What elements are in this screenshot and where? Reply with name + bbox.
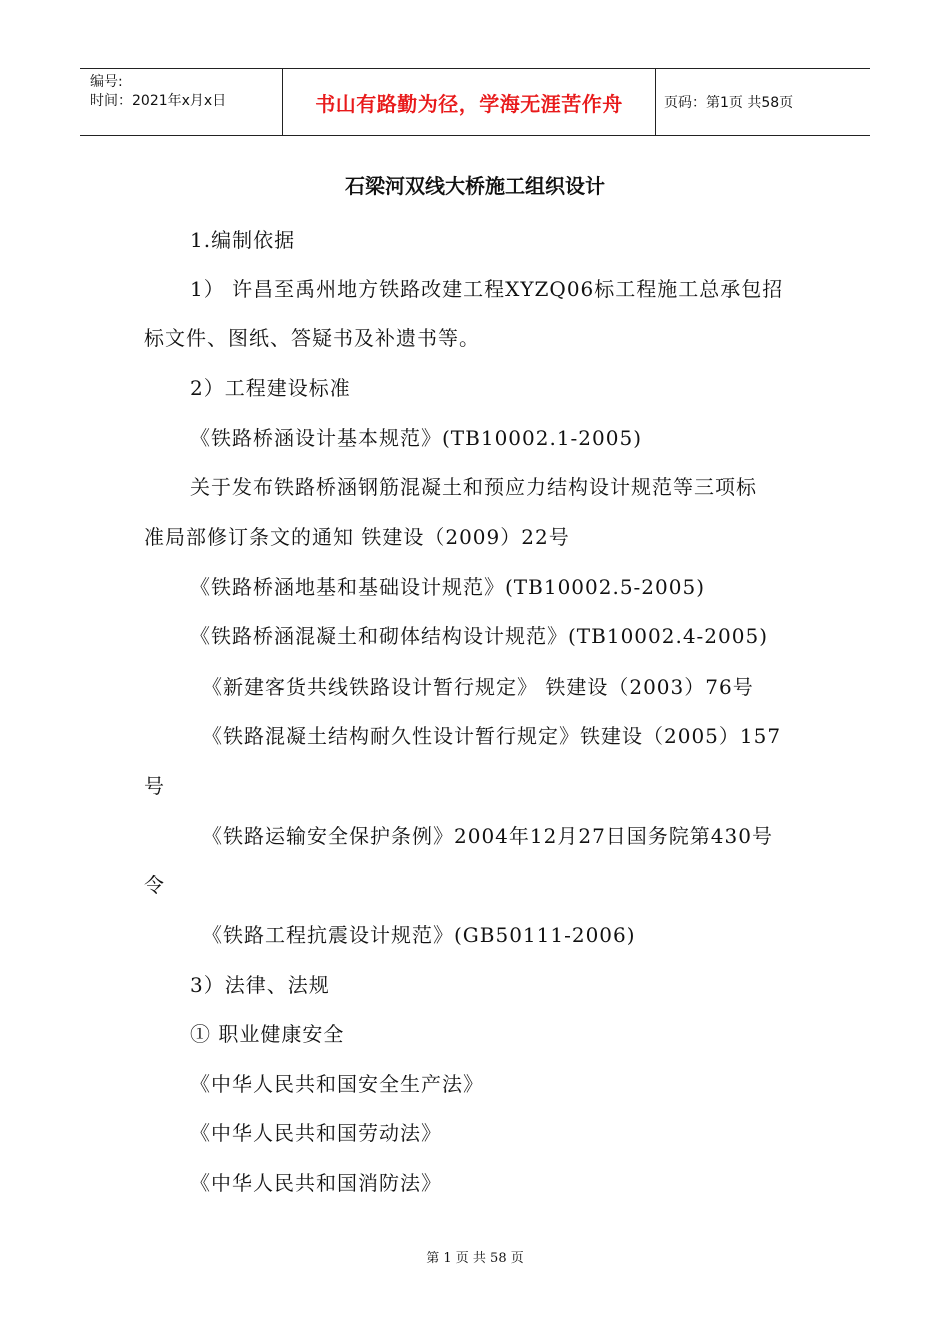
body-line: 3）法律、法规 (190, 973, 330, 997)
body-line: 2）工程建设标准 (190, 376, 351, 400)
body-line: 关于发布铁路桥涵钢筋混凝土和预应力结构设计规范等三项标 (190, 475, 757, 499)
body-line: 《铁路桥涵设计基本规范》(TB10002.1-2005) (190, 426, 643, 450)
time-label: 时间：2021年x月x日 (90, 93, 227, 109)
body-line: 《铁路运输安全保护条例》2004年12月27日国务院第430号 (202, 824, 773, 848)
header-page-info: 页码：第1页 共58页 (664, 95, 794, 111)
body-line: 《中华人民共和国劳动法》 (190, 1121, 442, 1145)
body-line: 《中华人民共和国安全生产法》 (190, 1072, 484, 1096)
body-line: 《铁路桥涵混凝土和砌体结构设计规范》(TB10002.4-2005) (190, 624, 769, 648)
body-line: 《中华人民共和国消防法》 (190, 1171, 442, 1195)
page-footer: 第 1 页 共 58 页 (426, 1251, 524, 1266)
body-line: 《铁路混凝土结构耐久性设计暂行规定》铁建设（2005）157 (202, 724, 782, 748)
body-line: 《新建客货共线铁路设计暂行规定》 铁建设（2003）76号 (202, 675, 754, 699)
body-line: ① 职业健康安全 (190, 1022, 345, 1046)
number-label: 编号: (90, 74, 123, 90)
header-motto: 书山有路勤为径，学海无涯苦作舟 (283, 69, 656, 135)
body-line: 1.编制依据 (190, 228, 296, 252)
body-line: 《铁路桥涵地基和基础设计规范》(TB10002.5-2005) (190, 575, 706, 599)
body-line: 号 (144, 774, 165, 798)
page-header (80, 68, 870, 136)
body-line: 标文件、图纸、答疑书及补遗书等。 (144, 326, 480, 350)
body-line: 令 (144, 873, 165, 897)
body-line: 1） 许昌至禹州地方铁路改建工程XYZQ06标工程施工总承包招 (190, 277, 784, 301)
document-title: 石梁河双线大桥施工组织设计 (345, 174, 605, 198)
body-line: 准局部修订条文的通知 铁建设（2009）22号 (144, 525, 570, 549)
header-left-cell (80, 69, 283, 135)
body-line: 《铁路工程抗震设计规范》(GB50111-2006) (202, 923, 636, 947)
